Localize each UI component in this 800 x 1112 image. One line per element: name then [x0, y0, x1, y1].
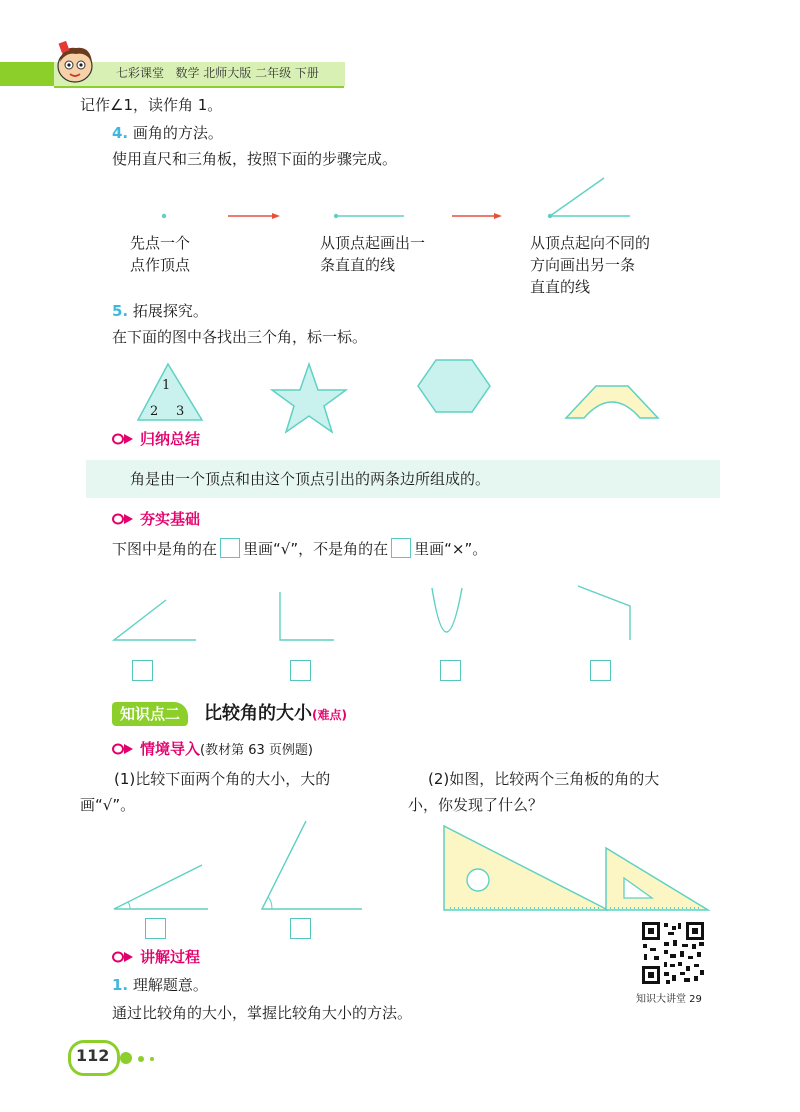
step1-vertex-point: [162, 214, 166, 218]
section-marker-icon: [112, 743, 134, 755]
triangle-label-1: 1: [162, 378, 171, 393]
step3-line3: 直直的线: [530, 278, 591, 296]
summary-title: 归纳总结: [140, 430, 201, 448]
section-marker-icon: [112, 433, 134, 445]
figure-angle-4: [578, 586, 630, 640]
kp2-tag-text: 知识点二: [120, 705, 181, 723]
header-text: [116, 64, 319, 81]
explain-step: [112, 974, 208, 996]
step3-caption: [530, 232, 650, 298]
explain-text: 通过比较角的大小，掌握比较角大小的方法。: [112, 1004, 413, 1022]
arrow2-head: [494, 213, 502, 219]
header-green-tab: [0, 62, 54, 86]
answer-box-3[interactable]: [440, 660, 461, 681]
figure-curve: [432, 588, 462, 632]
explain-number: 1.: [112, 976, 129, 994]
page-dot-medium: [138, 1056, 144, 1062]
s5-instruction: 在下面的图中各找出三个角，标一标。: [112, 328, 368, 346]
step2-caption: [320, 232, 425, 276]
explain-title: 讲解过程: [140, 948, 201, 966]
set-squares-figure: [440, 820, 720, 915]
header-underline: [54, 86, 344, 88]
qr-caption: 知识大讲堂 29: [636, 994, 702, 1005]
step3-ray-2: [550, 178, 604, 216]
mascot-icon: [52, 40, 98, 86]
basics-instr-a: 下图中是角的在: [112, 540, 218, 558]
step2-line2: 条直直的线: [320, 256, 396, 274]
basics-heading: [112, 508, 200, 530]
step3-line2: 方向画出另一条: [530, 256, 636, 274]
compare-box-1[interactable]: [145, 918, 166, 939]
small-set-square: [606, 848, 708, 910]
situation-title: 情境导入: [140, 740, 201, 758]
situation-ref: (教材第 63 页例题): [200, 743, 313, 758]
q2-line2: 小，你发现了什么？: [408, 796, 544, 814]
q1-line2: 画“√”。: [80, 796, 136, 814]
basics-instr-b: 里画“√”，不是角的在: [243, 540, 389, 558]
drawing-steps-diagram: [0, 170, 800, 230]
explain-step-title: 理解题意。: [132, 976, 208, 994]
header-subject: 数学 北师大版 二年级 下册: [175, 66, 319, 80]
s4-heading: [112, 122, 223, 144]
compare-box-2[interactable]: [290, 918, 311, 939]
q1-text: [80, 766, 330, 818]
kp2-tag: [112, 702, 188, 726]
explain-heading: [112, 946, 200, 968]
page-number: 112: [76, 1046, 110, 1065]
step1-line1: 先点一个: [130, 234, 191, 252]
basics-instr-c: 里画“×”。: [414, 540, 488, 558]
star-shape: [272, 364, 346, 432]
basics-title: 夯实基础: [140, 510, 201, 528]
q1-line1: (1)比较下面两个角的大小，大的: [114, 770, 331, 788]
large-set-square-hole: [467, 869, 489, 891]
s4-number: 4.: [112, 124, 129, 142]
qr-code[interactable]: [640, 920, 706, 986]
compare-angles-figure: [100, 815, 400, 915]
kp2-note: (难点): [312, 708, 347, 722]
header-brand: 七彩课堂: [116, 66, 165, 80]
arch-shape: [566, 386, 658, 418]
q2-line1: (2)如图，比较两个三角板的角的大: [428, 770, 660, 788]
s5-number: 5.: [112, 302, 129, 320]
step1-caption: [130, 232, 190, 276]
inline-box: [220, 538, 240, 558]
section-marker-icon: [112, 513, 134, 525]
angle-figures: [0, 580, 800, 660]
large-angle: [262, 821, 362, 909]
figure-angle-1: [114, 600, 196, 640]
triangle-label-2: 2: [150, 404, 159, 419]
q2-text: [408, 766, 659, 818]
s5-title: 拓展探究。: [132, 302, 208, 320]
basics-instruction: [112, 538, 487, 560]
shapes-diagram: [0, 352, 800, 432]
large-angle-arc: [268, 897, 272, 909]
summary-heading: [112, 428, 200, 450]
section-marker-icon: [112, 951, 134, 963]
s5-heading: [112, 300, 208, 322]
arrow1-head: [272, 213, 280, 219]
hexagon-shape: [418, 360, 490, 412]
answer-box-4[interactable]: [590, 660, 611, 681]
figure-angle-2: [280, 592, 334, 640]
large-set-square: [444, 826, 608, 910]
answer-box-2[interactable]: [290, 660, 311, 681]
triangle-label-3: 3: [176, 404, 185, 419]
answer-box-1[interactable]: [132, 660, 153, 681]
kp2-title-text: 比较角的大小: [204, 703, 312, 724]
situation-heading: [112, 738, 313, 762]
intro-line: 记作∠1，读作角 1。: [80, 96, 223, 114]
step1-line2: 点作顶点: [130, 256, 191, 274]
summary-text: 角是由一个顶点和由这个顶点引出的两条边所组成的。: [130, 470, 491, 488]
s4-title: 画角的方法。: [132, 124, 223, 142]
page-dot-small: [150, 1057, 154, 1061]
inline-box: [391, 538, 411, 558]
kp2-title: [204, 702, 347, 727]
step3-line1: 从顶点起向不同的: [530, 234, 651, 252]
s4-instruction: 使用直尺和三角板，按照下面的步骤完成。: [112, 150, 398, 168]
page-dot-large: [120, 1052, 132, 1064]
step2-line1: 从顶点起画出一: [320, 234, 426, 252]
